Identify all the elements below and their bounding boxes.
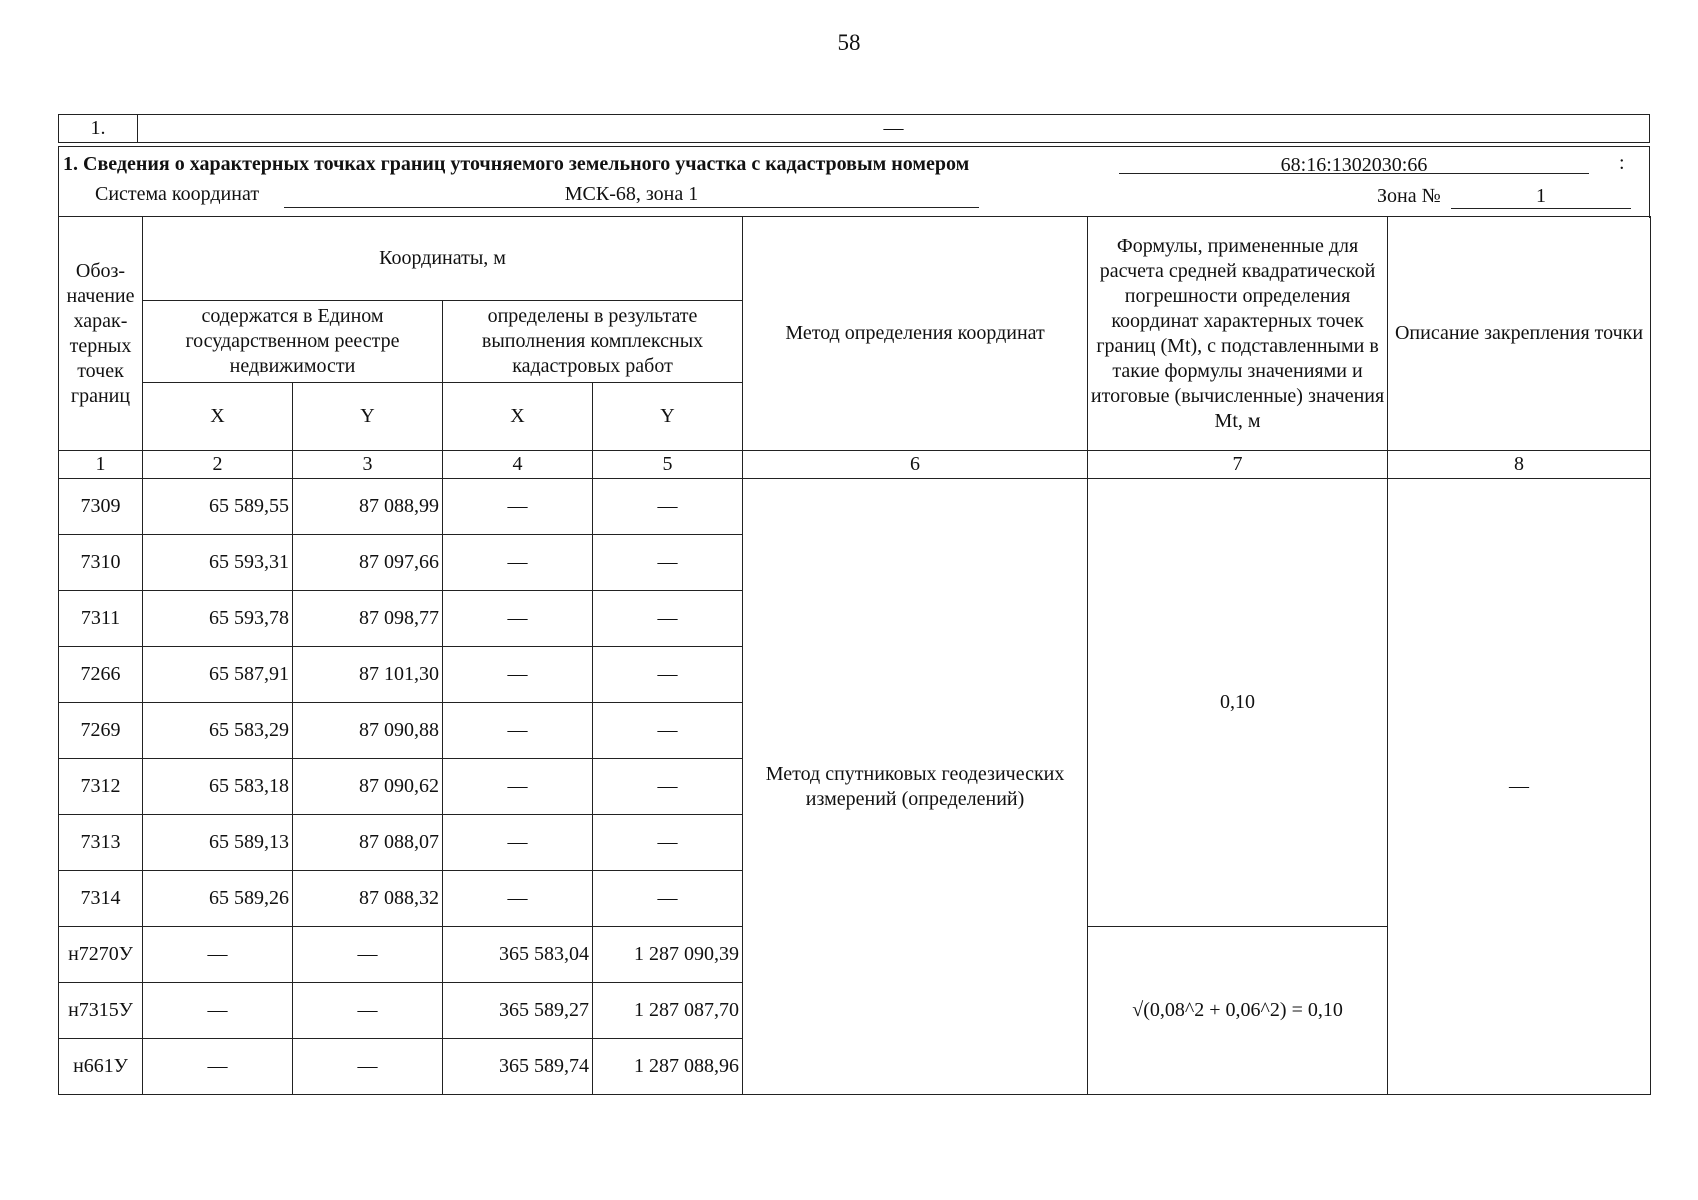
col-number: 8 xyxy=(1388,451,1651,479)
y-egrn: 87 088,07 xyxy=(293,815,443,871)
page-number: 58 xyxy=(837,30,861,55)
x-egrn: 65 587,91 xyxy=(143,647,293,703)
top-table xyxy=(58,114,1650,143)
header-method: Метод определения координат xyxy=(743,217,1088,451)
description-cell: — xyxy=(1388,479,1651,1095)
point-id: н7270У xyxy=(59,927,143,983)
x-egrn: — xyxy=(143,927,293,983)
method-cell: Метод спутниковых геодезических измерений (определений) xyxy=(743,479,1088,1095)
point-id: н7315У xyxy=(59,983,143,1039)
y-complex: — xyxy=(593,591,743,647)
top-row-value: — xyxy=(138,115,1650,143)
y-complex: — xyxy=(593,535,743,591)
x-complex: — xyxy=(443,871,593,927)
coord-system-underline xyxy=(284,207,979,208)
formula-cell-1: 0,10 xyxy=(1088,479,1388,927)
point-id: н661У xyxy=(59,1039,143,1095)
table-row xyxy=(59,479,1651,535)
col-number: 3 xyxy=(293,451,443,479)
x-egrn: 65 593,31 xyxy=(143,535,293,591)
section-header xyxy=(58,146,1650,218)
y-complex: — xyxy=(593,871,743,927)
y-egrn: 87 088,99 xyxy=(293,479,443,535)
x-complex: 365 589,27 xyxy=(443,983,593,1039)
point-id: 7269 xyxy=(59,703,143,759)
zone-value: 1 xyxy=(1536,185,1546,207)
point-id: 7312 xyxy=(59,759,143,815)
y-egrn: 87 097,66 xyxy=(293,535,443,591)
y-egrn: 87 090,62 xyxy=(293,759,443,815)
x-egrn: 65 583,18 xyxy=(143,759,293,815)
x-egrn: 65 593,78 xyxy=(143,591,293,647)
header-coordinates: Координаты, м xyxy=(143,217,743,301)
header-description: Описание закрепления точки xyxy=(1388,217,1651,451)
point-id: 7310 xyxy=(59,535,143,591)
point-id: 7266 xyxy=(59,647,143,703)
point-id: 7313 xyxy=(59,815,143,871)
x-complex: — xyxy=(443,703,593,759)
x-complex: 365 589,74 xyxy=(443,1039,593,1095)
points-table xyxy=(58,216,1651,1095)
x-egrn: — xyxy=(143,1039,293,1095)
col-number: 7 xyxy=(1088,451,1388,479)
header-egrn: содержатся в Едином государственном реестре недвижимости xyxy=(143,301,443,383)
point-id: 7309 xyxy=(59,479,143,535)
header-y-egrn: Y xyxy=(293,383,443,451)
y-complex: — xyxy=(593,759,743,815)
y-egrn: — xyxy=(293,983,443,1039)
y-egrn: 87 090,88 xyxy=(293,703,443,759)
cadastral-underline xyxy=(1119,173,1589,174)
x-egrn: 65 589,26 xyxy=(143,871,293,927)
cadastral-number: 68:16:1302030:66 xyxy=(1280,154,1428,176)
y-complex: 1 287 087,70 xyxy=(593,983,743,1039)
header-formula: Формулы, примененные для расчета средней квадратической погрешности определения координат характерных точек границ (Mt), с подставленными в такие формулы значениями и итоговые (вычисленные) значения Mt, м xyxy=(1088,217,1388,451)
y-complex: — xyxy=(593,815,743,871)
point-id: 7311 xyxy=(59,591,143,647)
col-number: 5 xyxy=(593,451,743,479)
col-number: 4 xyxy=(443,451,593,479)
header-point-designation: Обоз-начение харак-терных точек границ xyxy=(59,217,143,451)
y-egrn: — xyxy=(293,1039,443,1095)
y-complex: — xyxy=(593,647,743,703)
x-egrn: — xyxy=(143,983,293,1039)
col-number: 1 xyxy=(59,451,143,479)
x-egrn: 65 589,55 xyxy=(143,479,293,535)
coord-system-label: Система координат xyxy=(95,183,260,205)
col-number: 6 xyxy=(743,451,1088,479)
zone-underline xyxy=(1451,208,1631,209)
col-number: 2 xyxy=(143,451,293,479)
y-egrn: 87 101,30 xyxy=(293,647,443,703)
x-complex: — xyxy=(443,479,593,535)
x-complex: — xyxy=(443,815,593,871)
y-egrn: — xyxy=(293,927,443,983)
x-complex: — xyxy=(443,535,593,591)
y-complex: — xyxy=(593,703,743,759)
formula-cell-2: √(0,08^2 + 0,06^2) = 0,10 xyxy=(1088,927,1388,1095)
y-complex: 1 287 090,39 xyxy=(593,927,743,983)
header-x-complex: X xyxy=(443,383,593,451)
zone-label: Зона № xyxy=(1377,185,1441,207)
x-complex: — xyxy=(443,591,593,647)
x-complex: — xyxy=(443,759,593,815)
y-egrn: 87 098,77 xyxy=(293,591,443,647)
x-complex: — xyxy=(443,647,593,703)
header-x-egrn: X xyxy=(143,383,293,451)
header-y-complex: Y xyxy=(593,383,743,451)
y-complex: — xyxy=(593,479,743,535)
top-row-number: 1. xyxy=(59,115,138,143)
x-complex: 365 583,04 xyxy=(443,927,593,983)
section-title: 1. Сведения о характерных точках границ уточняемого земельного участка с кадастровым номером xyxy=(63,153,970,175)
header-complex: определены в результате выполнения комплексных кадастровых работ xyxy=(443,301,743,383)
x-egrn: 65 583,29 xyxy=(143,703,293,759)
y-complex: 1 287 088,96 xyxy=(593,1039,743,1095)
y-egrn: 87 088,32 xyxy=(293,871,443,927)
coord-system-value: МСК-68, зона 1 xyxy=(564,183,699,205)
cadastral-colon: : xyxy=(1619,152,1625,174)
x-egrn: 65 589,13 xyxy=(143,815,293,871)
point-id: 7314 xyxy=(59,871,143,927)
